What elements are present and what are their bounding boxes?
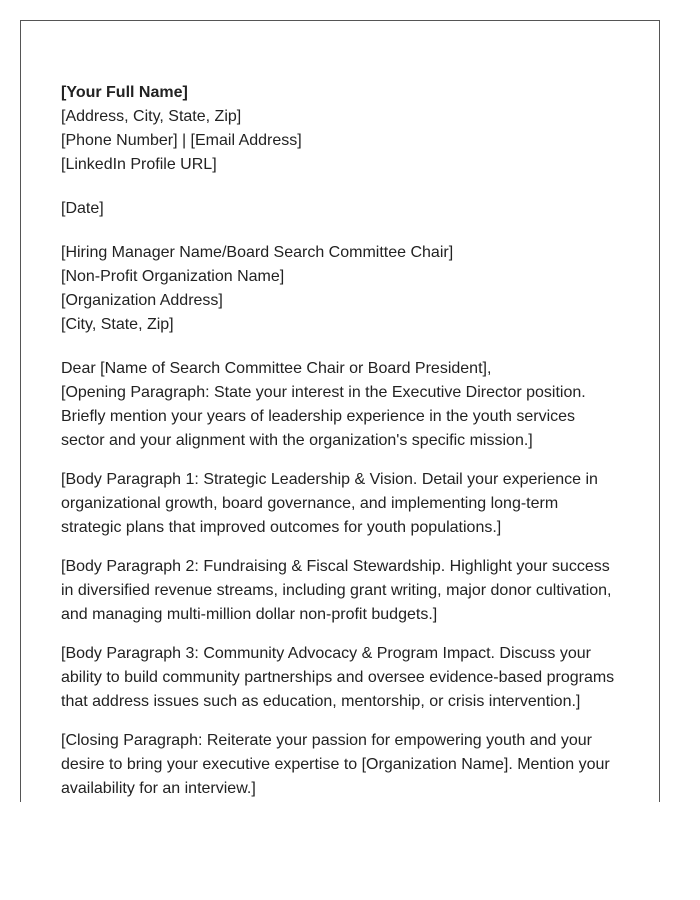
body-paragraph-2: [61, 555, 626, 627]
paragraph-line: sector and your alignment with the organization's specific mission.]: [61, 432, 533, 449]
salutation: Dear [Name of Search Committee Chair or Board President],: [61, 360, 492, 377]
sender-name: [Your Full Name]: [61, 84, 188, 101]
paragraph-line: [Body Paragraph 2: Fundraising & Fiscal Stewardship. Highlight your success: [61, 558, 610, 575]
paragraph-line: [Body Paragraph 3: Community Advocacy & Program Impact. Discuss your: [61, 645, 591, 662]
sender-address: [Address, City, State, Zip]: [61, 108, 242, 125]
sender-linkedin: [LinkedIn Profile URL]: [61, 156, 217, 173]
body-paragraph-1: [61, 468, 626, 540]
paragraph-line: in diversified revenue streams, including grant writing, major donor cultivation,: [61, 582, 612, 599]
closing-paragraph: [61, 729, 626, 801]
sender-block: [61, 81, 626, 177]
sender-contact: [Phone Number] | [Email Address]: [61, 132, 302, 149]
recipient-block: [61, 241, 626, 337]
paragraph-line: and managing multi-million dollar non-profit budgets.]: [61, 606, 438, 623]
opening-paragraph: [61, 357, 626, 453]
recipient-name: [Hiring Manager Name/Board Search Committee Chair]: [61, 244, 454, 261]
paragraph-line: [Opening Paragraph: State your interest in the Executive Director position.: [61, 384, 586, 401]
letter-date: [Date]: [61, 200, 104, 217]
paragraph-line: strategic plans that improved outcomes for youth populations.]: [61, 519, 502, 536]
paragraph-line: availability for an interview.]: [61, 780, 256, 797]
letter-content: [61, 81, 626, 802]
body-paragraph-3: [61, 642, 626, 714]
paragraph-line: organizational growth, board governance, and implementing long-term: [61, 495, 559, 512]
recipient-city-state-zip: [City, State, Zip]: [61, 316, 174, 333]
document-page: [20, 20, 660, 802]
paragraph-line: [Body Paragraph 1: Strategic Leadership & Vision. Detail your experience in: [61, 471, 598, 488]
paragraph-line: desire to bring your executive expertise to [Organization Name]. Mention your: [61, 756, 610, 773]
paragraph-line: ability to build community partnerships and oversee evidence-based programs: [61, 669, 615, 686]
recipient-address: [Organization Address]: [61, 292, 223, 309]
recipient-organization: [Non-Profit Organization Name]: [61, 268, 285, 285]
paragraph-line: that address issues such as education, mentorship, or crisis intervention.]: [61, 693, 581, 710]
paragraph-line: Briefly mention your years of leadership experience in the youth services: [61, 408, 576, 425]
paragraph-line: [Closing Paragraph: Reiterate your passion for empowering youth and your: [61, 732, 592, 749]
